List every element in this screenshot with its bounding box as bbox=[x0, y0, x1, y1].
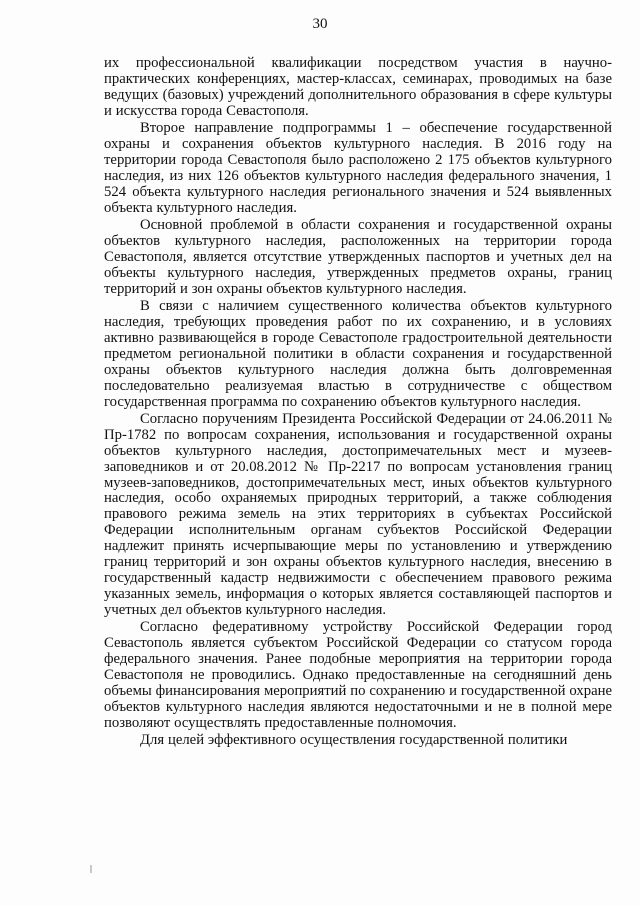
scan-artifact bbox=[90, 865, 92, 873]
paragraph-federal-structure: Согласно федеративному устройству Российской Федерации город Севастополь является субъектом Российской Федерации со статусом города федерального значения. Ранее подобные мероприятия на территории города Севастополя не проводились. Однако предоставленные на сегодняшний день объемы финансирования мероприятий по сохранению и государственной охране объектов культурного наследия являются недостаточными и не в полной мере позволяют осуществлять предоставленные полномочия. bbox=[104, 619, 612, 731]
paragraph-presidential-orders: Согласно поручениям Президента Российской Федерации от 24.06.2011 № Пр-1782 по вопросам сохранения, использования и государственной охраны объектов культурного наследия, достопримечательных мест и музеев-заповедников и от 20.08.2012 № Пр-2217 по вопросам установления границ музеев-заповедников, достопримечательных мест, иных объектов культурного наследия, особо охраняемых природных территорий, а также соблюдения правового режима земель на этих территориях в субъектах Российской Федерации исполнительным органам субъектов Российской Федерации надлежит принять исчерпывающие меры по установлению и утверждению границ территорий и зон охраны объектов культурного наследия, внесению в государственный кадастр недвижимости с обеспечением правового режима указанных земель, информация о которых является составляющей паспортов и учетных дел объектов культурного наследия. bbox=[104, 410, 612, 618]
paragraph-regional-policy: В связи с наличием существенного количества объектов культурного наследия, требующих проведения работ по их сохранению, и в условиях активно развивающейся в городе Севастополе градостроительной деятельности предметом региональной политики в области сохранения и государственной охраны объектов культурного наследия должна быть долговременная последовательно реализуемая властью в сотрудничестве с обществом государственная программа по сохранению объектов культурного наследия. bbox=[104, 298, 612, 410]
page-number: 30 bbox=[312, 16, 328, 32]
paragraph-second-direction: Второе направление подпрограммы 1 – обеспечение государственной охраны и сохранения объектов культурного наследия. В 2016 году на территории города Севастополя было расположено 2 175 объектов культурного наследия, из них 126 объектов культурного наследия федерального значения, 1 524 объекта культурного наследия регионального значения и 524 выявленных объекта культурного наследия. bbox=[104, 120, 612, 216]
paragraph-main-problem: Основной проблемой в области сохранения и государственной охраны объектов культурного наследия, расположенных на территории города Севастополя, является отсутствие утвержденных паспортов и учетных дел на объекты культурного наследия, утвержденных предметов охраны, границ территорий и зон охраны объектов культурного наследия. bbox=[104, 217, 612, 297]
document-body bbox=[104, 56, 612, 750]
paragraph-policy-goals: Для целей эффективного осуществления государственной политики bbox=[140, 732, 568, 749]
paragraph-continuation: их профессиональной квалификации посредством участия в научно-практических конференциях, мастер-классах, семинарах, проводимых на базе ведущих (базовых) учреждений дополнительного образования в сфере культуры и искусства города Севастополя. bbox=[104, 55, 612, 119]
